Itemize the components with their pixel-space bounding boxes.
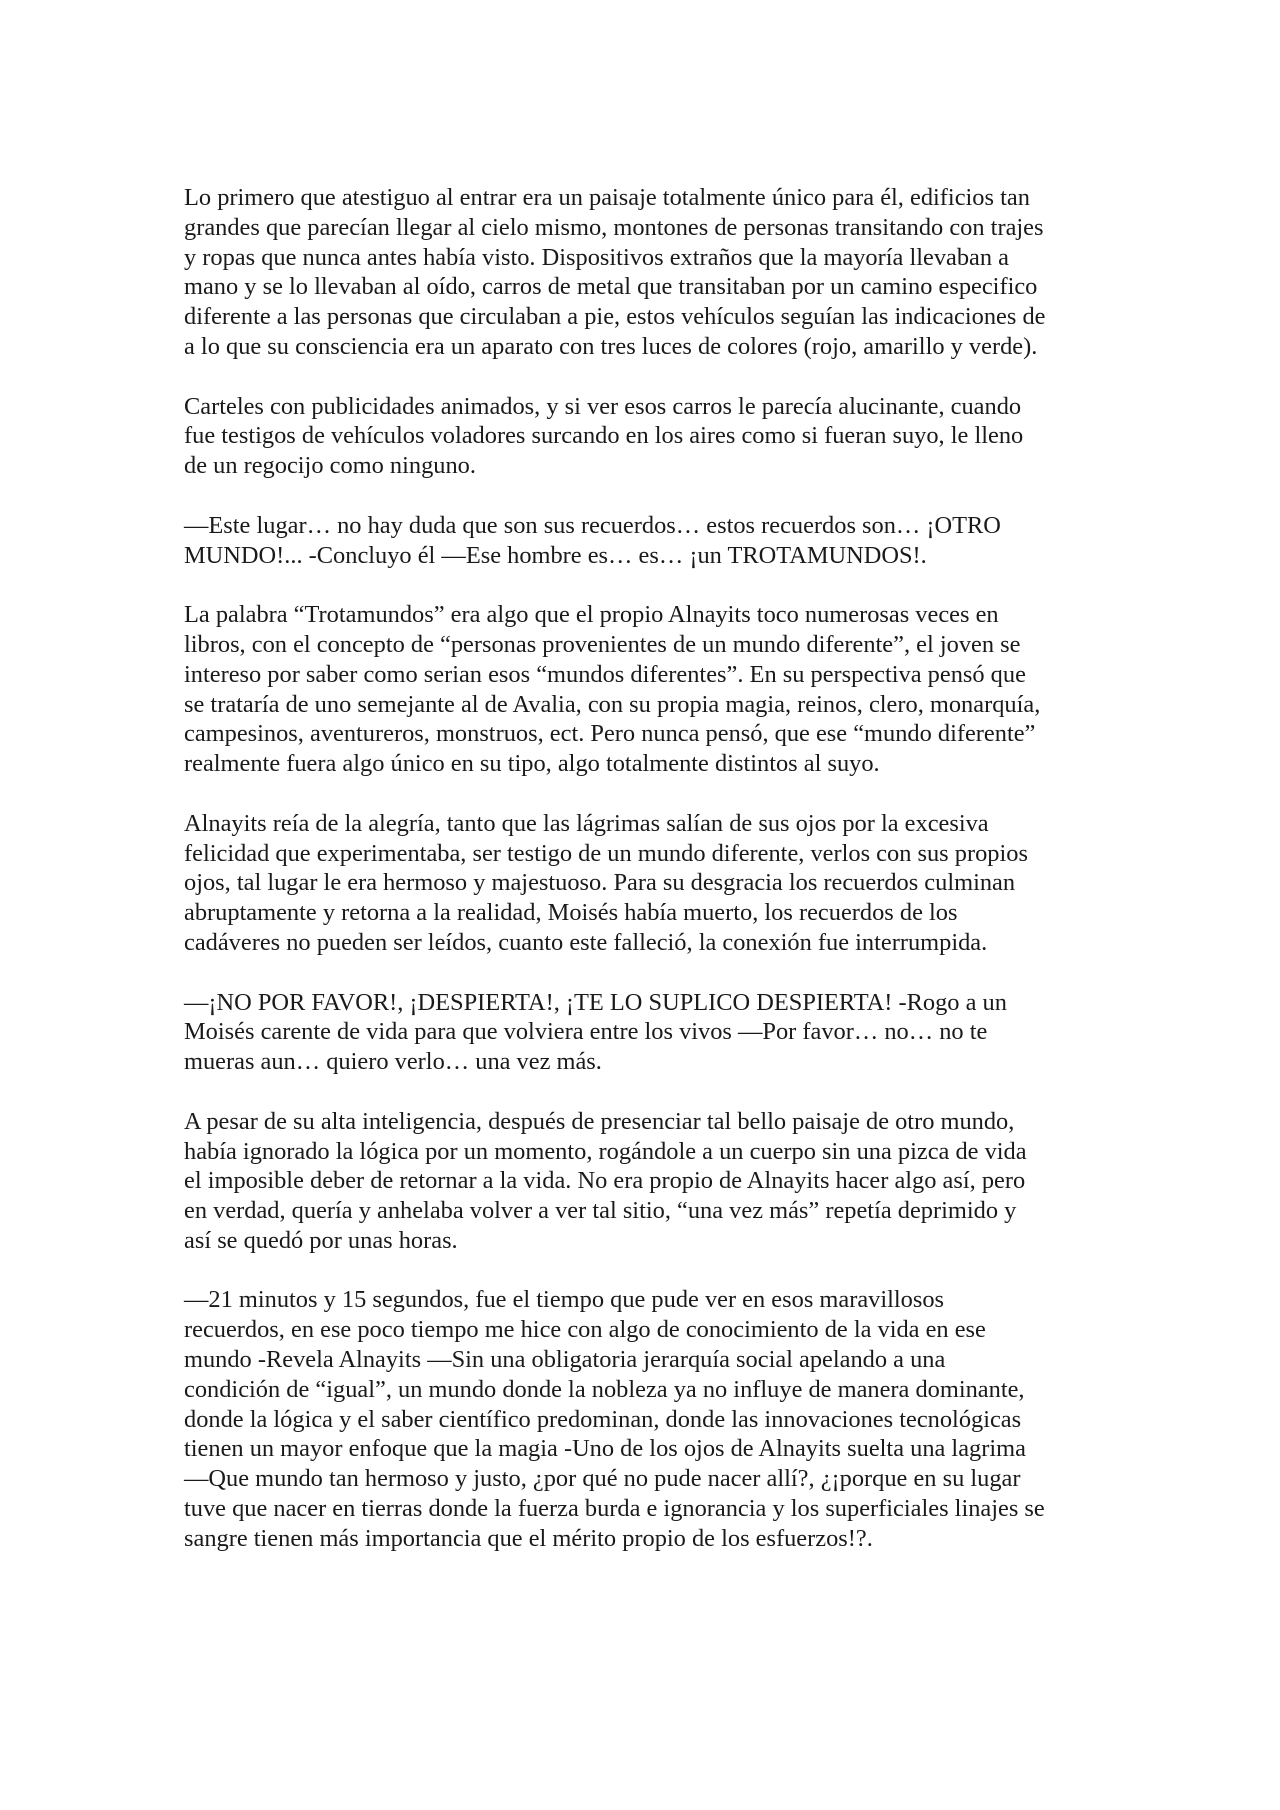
text-line: y ropas que nunca antes había visto. Dispositivos extraños que la mayoría llevaban a <box>184 243 1009 271</box>
text-line: realmente fuera algo único en su tipo, algo totalmente distintos al suyo. <box>184 750 880 778</box>
text-line: condición de “igual”, un mundo donde la nobleza ya no influye de manera dominante, <box>184 1375 1025 1403</box>
text-line: Alnayits reía de la alegría, tanto que las lágrimas salían de sus ojos por la excesiva <box>184 809 989 837</box>
text-line: abruptamente y retorna a la realidad, Moisés había muerto, los recuerdos de los <box>184 899 958 927</box>
paragraph <box>184 1285 1109 1553</box>
text-line: sangre tienen más importancia que el mérito propio de los esfuerzos!?. <box>184 1524 873 1552</box>
text-line: campesinos, aventureros, monstruos, ect. Pero nunca pensó, que ese “mundo diferente” <box>184 720 1036 748</box>
paragraph <box>184 511 1109 571</box>
text-line: —Este lugar… no hay duda que son sus recuerdos… estos recuerdos son… ¡OTRO <box>184 511 1001 539</box>
text-line: de un regocijo como ninguno. <box>184 452 476 480</box>
text-line: cadáveres no pueden ser leídos, cuanto este falleció, la conexión fue interrumpida. <box>184 928 988 956</box>
paragraph <box>184 988 1109 1077</box>
text-line: MUNDO!... -Concluyo él —Ese hombre es… es… ¡un TROTAMUNDOS!. <box>184 541 927 569</box>
text-line: —21 minutos y 15 segundos, fue el tiempo que pude ver en esos maravillosos <box>184 1286 945 1314</box>
text-line: recuerdos, en ese poco tiempo me hice con algo de conocimiento de la vida en ese <box>184 1316 986 1344</box>
text-line: había ignorado la lógica por un momento, rogándole a un cuerpo sin una pizca de vida <box>184 1137 1027 1165</box>
paragraph <box>184 1107 1109 1256</box>
text-line: tuve que nacer en tierras donde la fuerza burda e ignorancia y los superficiales linajes se <box>184 1495 1045 1523</box>
text-line: fue testigos de vehículos voladores surcando en los aires como si fueran suyo, le lleno <box>184 422 1024 450</box>
text-line: mueras aun… quiero verlo… una vez más. <box>184 1048 602 1076</box>
text-line: mundo -Revela Alnayits —Sin una obligatoria jerarquía social apelando a una <box>184 1346 946 1374</box>
paragraph <box>184 600 1109 779</box>
text-line: ojos, tal lugar le era hermoso y majestuoso. Para su desgracia los recuerdos culminan <box>184 869 1016 897</box>
paragraph <box>184 183 1109 362</box>
text-line: A pesar de su alta inteligencia, después de presenciar tal bello paisaje de otro mundo, <box>184 1107 1015 1135</box>
text-line: La palabra “Trotamundos” era algo que el propio Alnayits toco numerosas veces en <box>184 601 999 629</box>
text-line: el imposible deber de retornar a la vida. No era propio de Alnayits hacer algo así, pero <box>184 1167 1026 1195</box>
text-line: libros, con el concepto de “personas provenientes de un mundo diferente”, el joven se <box>184 630 1021 658</box>
text-line: Carteles con publicidades animados, y si ver esos carros le parecía alucinante, cuando <box>184 392 1022 420</box>
text-line: diferente a las personas que circulaban a pie, estos vehículos seguían las indicaciones de <box>184 303 1046 331</box>
text-line: tienen un mayor enfoque que la magia -Uno de los ojos de Alnayits suelta una lagrima <box>184 1435 1026 1463</box>
document-body <box>184 183 1109 1583</box>
text-line: —¡NO POR FAVOR!, ¡DESPIERTA!, ¡TE LO SUPLICO DESPIERTA! -Rogo a un <box>184 988 1007 1016</box>
text-line: mano y se lo llevaban al oído, carros de metal que transitaban por un camino especifico <box>184 273 1038 301</box>
text-line: así se quedó por unas horas. <box>184 1226 458 1254</box>
text-line: —Que mundo tan hermoso y justo, ¿por qué no pude nacer allí?, ¿¡porque en su lugar <box>184 1465 1021 1493</box>
paragraph <box>184 809 1109 958</box>
paragraph <box>184 392 1109 481</box>
text-line: en verdad, quería y anhelaba volver a ver tal sitio, “una vez más” repetía deprimido y <box>184 1197 1017 1225</box>
text-line: Lo primero que atestiguo al entrar era un paisaje totalmente único para él, edificios tan <box>184 184 1030 211</box>
text-line: intereso por saber como serian esos “mundos diferentes”. En su perspectiva pensó que <box>184 660 1026 688</box>
text-line: se trataría de uno semejante al de Avalia, con su propia magia, reinos, clero, monarquía, <box>184 690 1041 718</box>
text-line: a lo que su consciencia era un aparato con tres luces de colores (rojo, amarillo y verde). <box>184 332 1038 360</box>
text-line: grandes que parecían llegar al cielo mismo, montones de personas transitando con trajes <box>184 213 1044 241</box>
text-line: donde la lógica y el saber científico predominan, donde las innovaciones tecnológicas <box>184 1405 1022 1433</box>
text-line: felicidad que experimentaba, ser testigo de un mundo diferente, verlos con sus propios <box>184 839 1028 867</box>
text-line: Moisés carente de vida para que volviera entre los vivos —Por favor… no… no te <box>184 1018 988 1046</box>
